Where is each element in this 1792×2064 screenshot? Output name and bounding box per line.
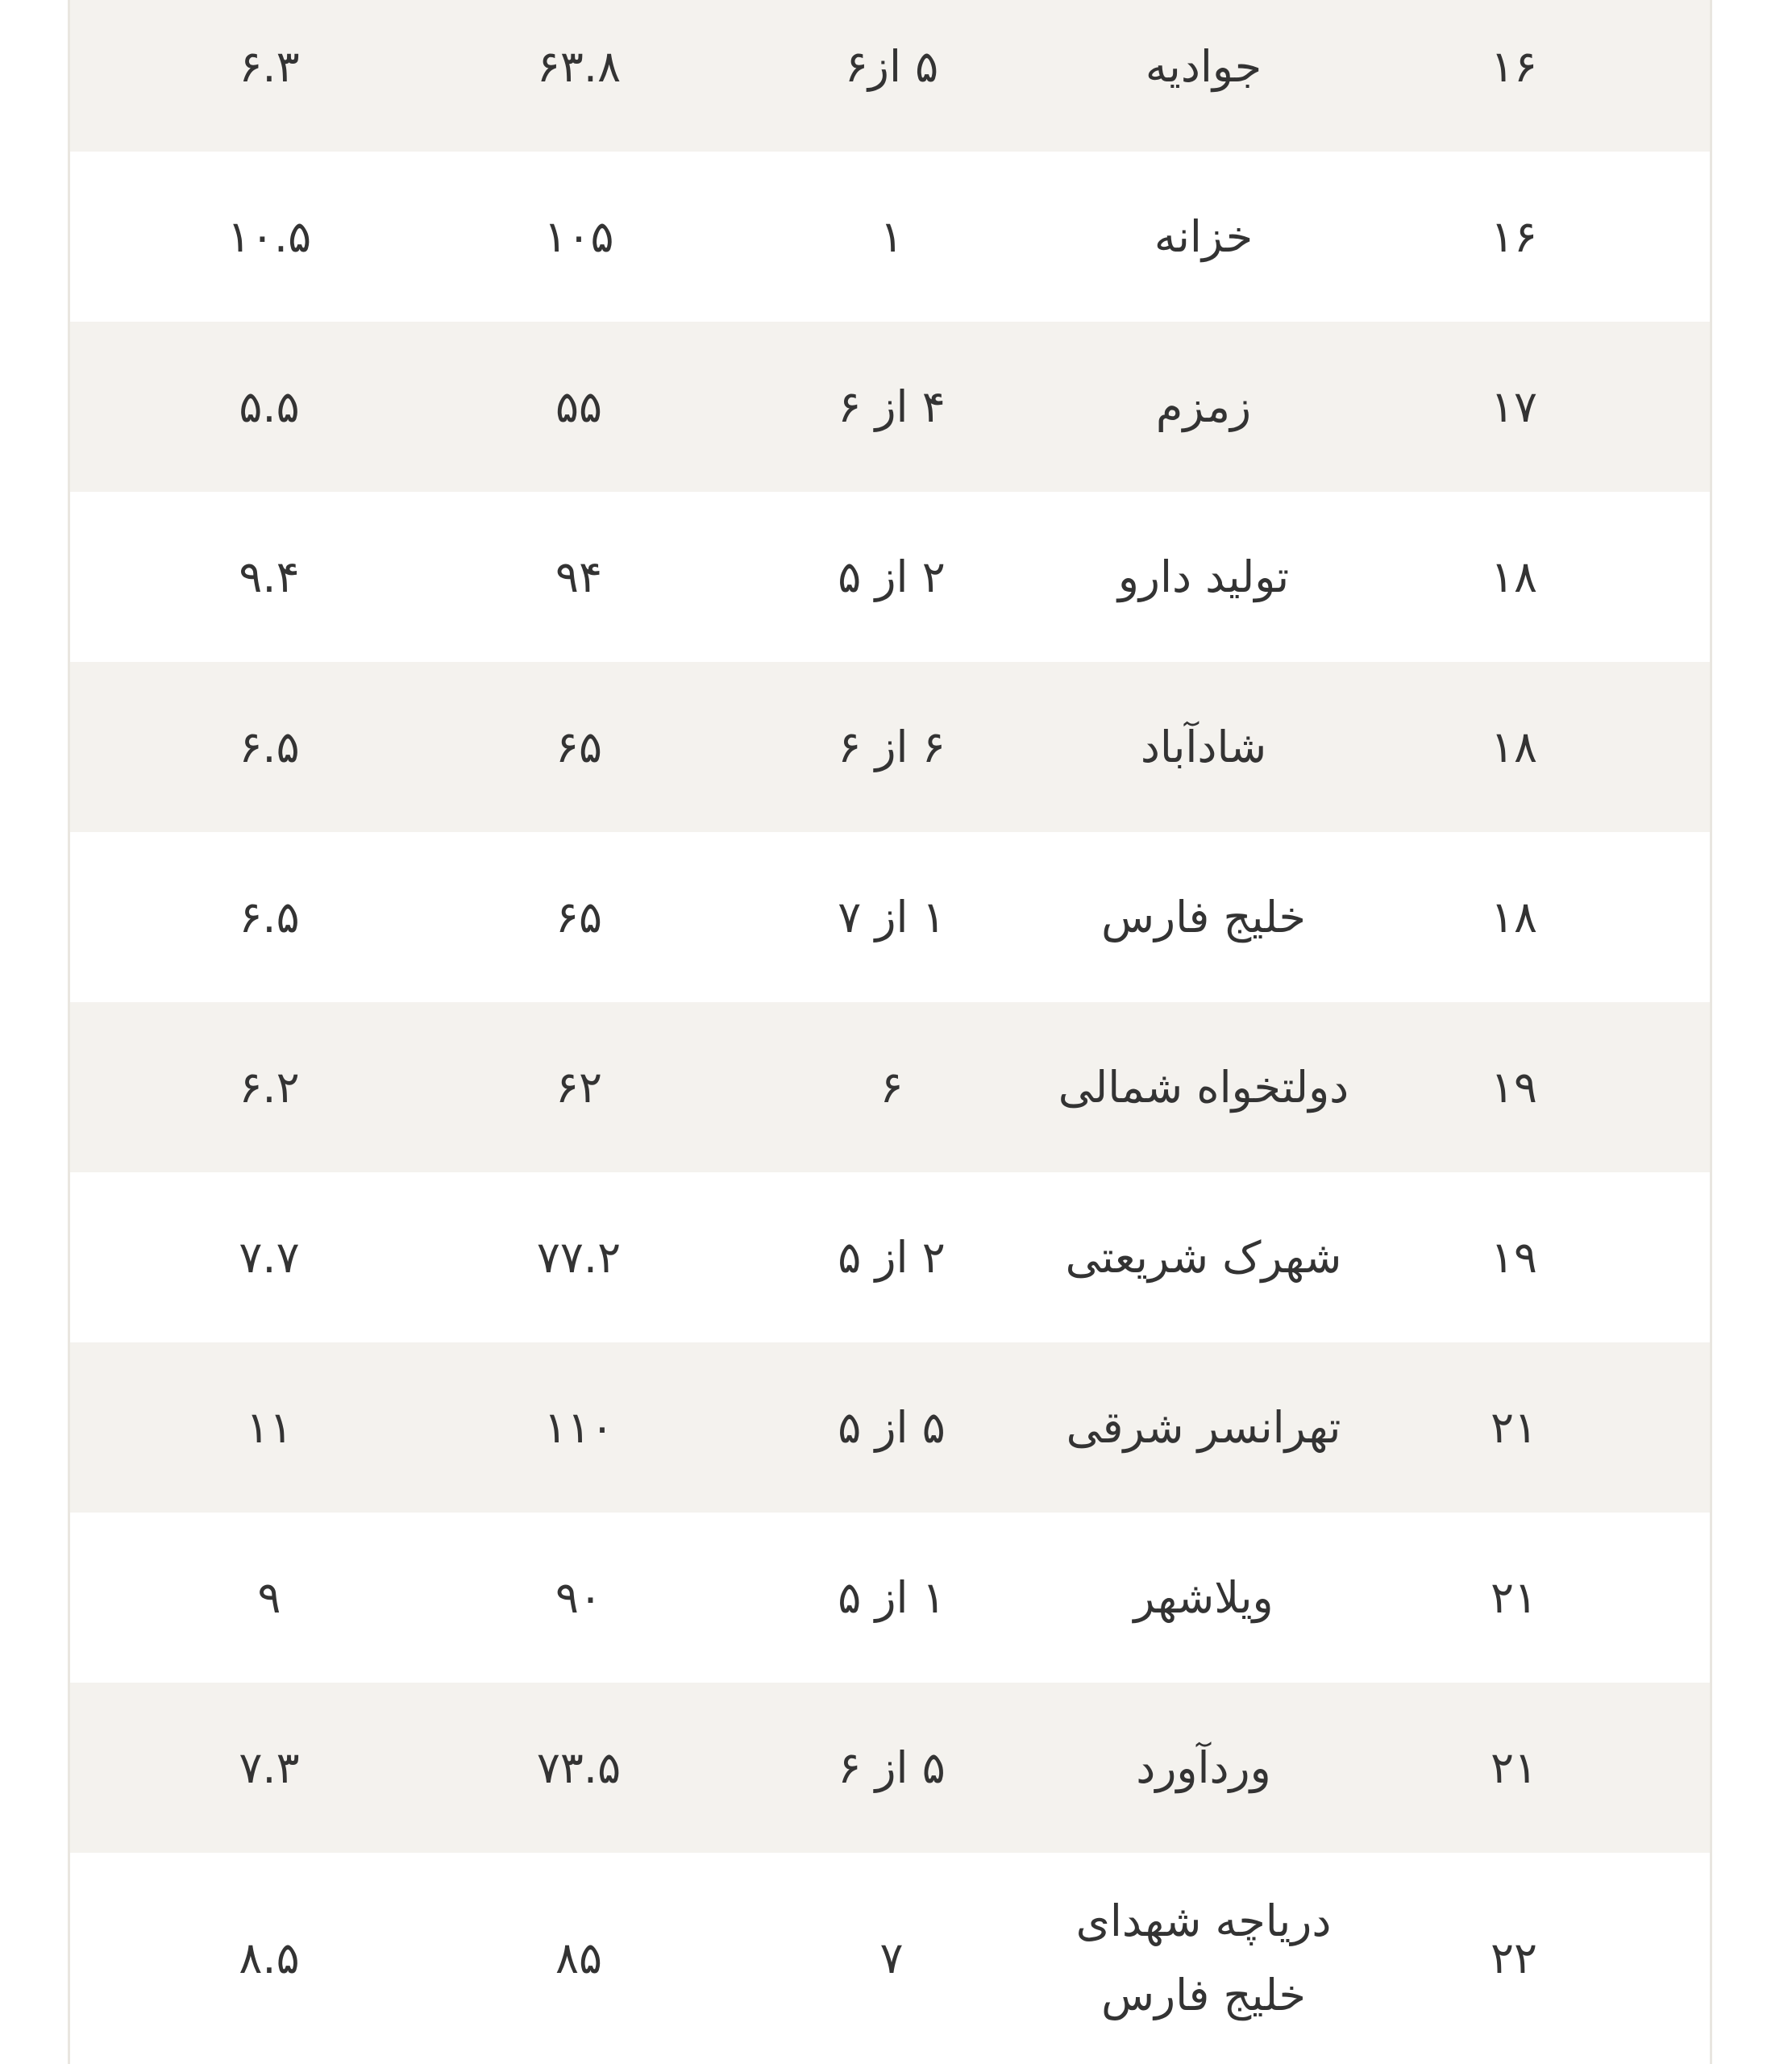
value-cell: ۶۳.۸ xyxy=(536,40,622,92)
value-cell: ۹۴ xyxy=(555,551,603,602)
day-cell: ۲۲ xyxy=(1491,1933,1538,1983)
day-cell: ۱۸ xyxy=(1491,891,1538,943)
table-row xyxy=(70,1853,1710,2064)
day-cell: ۱۸ xyxy=(1491,551,1538,602)
fraction-cell: ۲ از ۵ xyxy=(838,551,946,602)
location-cell: خلیج فارس xyxy=(1101,891,1306,943)
score-cell: ۱۱ xyxy=(246,1401,293,1453)
value-cell: ۹۰ xyxy=(555,1571,603,1623)
score-cell: ۷.۷ xyxy=(239,1231,300,1283)
fraction-cell: ۲ از ۵ xyxy=(838,1231,946,1283)
table-row xyxy=(70,832,1710,1002)
location-cell: شهرک شریعتی xyxy=(1065,1231,1342,1283)
location-cell: جوادیه xyxy=(1145,40,1262,92)
location-cell: دریاچه شهدای خلیج فارس xyxy=(1075,1895,1332,2020)
day-cell: ۱۶ xyxy=(1491,40,1538,92)
value-cell: ۶۲ xyxy=(555,1061,603,1113)
table-row xyxy=(70,322,1710,492)
table-row xyxy=(70,1002,1710,1172)
score-cell: ۶.۵ xyxy=(239,721,300,772)
day-cell: ۱۷ xyxy=(1491,381,1538,432)
table-row xyxy=(70,1172,1710,1342)
value-cell: ۵۵ xyxy=(555,381,603,432)
value-cell: ۷۷.۲ xyxy=(536,1231,622,1283)
location-cell: ویلاشهر xyxy=(1133,1571,1274,1623)
value-cell: ۱۰۵ xyxy=(543,210,614,262)
fraction-cell: ۱ از ۷ xyxy=(838,891,946,943)
score-cell: ۹.۴ xyxy=(239,551,300,602)
table-row xyxy=(70,492,1710,662)
fraction-cell: ۵ از۶ xyxy=(844,40,939,92)
location-cell: وردآورد xyxy=(1136,1742,1271,1793)
score-cell: ۵.۵ xyxy=(239,381,300,432)
value-cell: ۸۵ xyxy=(555,1933,603,1983)
table-row xyxy=(70,1513,1710,1683)
score-cell: ۶.۲ xyxy=(239,1061,300,1113)
value-cell: ۶۵ xyxy=(555,721,603,772)
location-cell: زمزم xyxy=(1155,381,1252,432)
fraction-cell: ۷ xyxy=(879,1933,904,1983)
table-row xyxy=(70,1683,1710,1853)
day-cell: ۱۶ xyxy=(1491,210,1538,262)
score-cell: ۷.۳ xyxy=(239,1742,300,1793)
score-cell: ۱۰.۵ xyxy=(227,210,312,262)
table-row xyxy=(70,662,1710,832)
location-cell: تهرانسر شرقی xyxy=(1066,1401,1341,1453)
day-cell: ۱۸ xyxy=(1491,721,1538,772)
fraction-cell: ۱ xyxy=(879,210,904,262)
day-cell: ۲۱ xyxy=(1491,1571,1538,1623)
table-row xyxy=(70,152,1710,322)
value-cell: ۶۵ xyxy=(555,891,603,943)
day-cell: ۱۹ xyxy=(1491,1231,1538,1283)
fraction-cell: ۱ از ۵ xyxy=(838,1571,946,1623)
value-cell: ۷۳.۵ xyxy=(536,1742,622,1793)
score-cell: ۹ xyxy=(257,1571,281,1623)
day-cell: ۲۱ xyxy=(1491,1401,1538,1453)
fraction-cell: ۶ xyxy=(879,1061,904,1113)
table-row xyxy=(70,0,1710,152)
data-table xyxy=(68,0,1712,2064)
fraction-cell: ۵ از ۵ xyxy=(838,1401,946,1453)
day-cell: ۱۹ xyxy=(1491,1061,1538,1113)
location-cell: دولتخواه شمالی xyxy=(1058,1061,1349,1113)
score-cell: ۶.۵ xyxy=(239,891,300,943)
day-cell: ۲۱ xyxy=(1491,1742,1538,1793)
score-cell: ۸.۵ xyxy=(239,1933,300,1983)
location-cell: تولید دارو xyxy=(1117,551,1290,602)
table-row xyxy=(70,1342,1710,1513)
fraction-cell: ۵ از ۶ xyxy=(838,1742,946,1793)
value-cell: ۱۱۰ xyxy=(543,1401,614,1453)
fraction-cell: ۶ از ۶ xyxy=(838,721,946,772)
fraction-cell: ۴ از ۶ xyxy=(838,381,946,432)
location-cell: شادآباد xyxy=(1140,721,1267,772)
score-cell: ۶.۳ xyxy=(239,40,300,92)
location-cell: خزانه xyxy=(1154,210,1254,262)
